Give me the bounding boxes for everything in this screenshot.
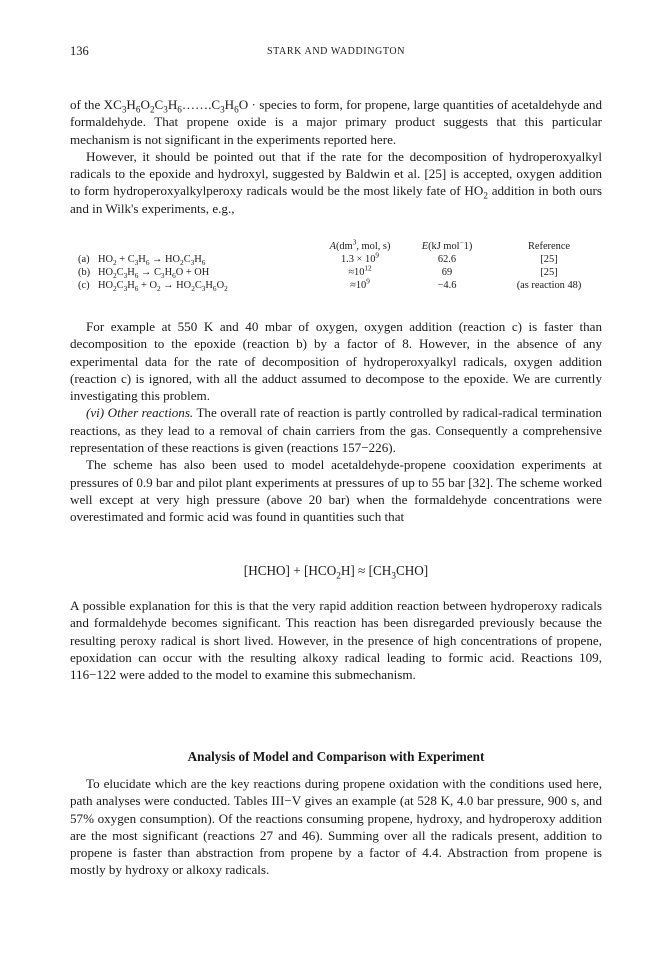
section-title: Analysis of Model and Comparison with Experiment [187, 749, 485, 764]
reaction-table-header [78, 240, 602, 253]
col-header-A: $A(dm^3$, mol, s) [329, 238, 391, 252]
reaction-row [78, 266, 602, 279]
text-block-1 [70, 96, 602, 217]
reaction-label: (b) [78, 267, 91, 278]
reaction-label: (a) [78, 254, 90, 265]
paragraph-other-reactions [70, 404, 602, 456]
reaction-ref: [25] [540, 267, 558, 278]
paragraph-baldwin: However, it should be pointed out that if the rate for the decomposition of hydroperoxyalkyl radicals to the epoxide and hydroxyl, suggested by Baldwin et al. [25] is accepted, oxygen addition to form hydroperoxyalkylperoxy radicals would be the most likely fate of $HO_2$ addition in both ours and in Wilk's experiments, e.g., [70, 148, 602, 216]
paragraph-continuation: of the $XC_3H_6O_2C_3H_6\dots\dots.C_3H_6O$ · species to form, for propene, large quantities of acetaldehyde and formaldehyde. That propene oxide is a major primary product suggests that this particular mechanism is not significant in the experiments reported here. [70, 97, 603, 147]
paragraph-text: The overall rate of reaction is partly controlled by radical-radical termination reactions, as they lead to a removal of chain carriers from the gas. Consequently a comprehensive representation of these reactions is given (reactions 157−226). [70, 405, 602, 456]
reaction-equation: $HO_2C_3H_6 + O_2 \to HO_2C_3H_6O_2$ [98, 280, 228, 294]
col-header-E: E(kJ mol−1) [421, 238, 473, 252]
paragraph-cooxidation: The scheme has also been used to model acetaldehyde-propene cooxidation experiments at pressures of 0.9 bar and pilot plant experiments at pressures of up to 55 bar [32]. The scheme worked well except at very high pressure (above 20 bar) when the formaldehyde concentrations were overestimated and formic acid was found in quantities such that [70, 457, 602, 525]
reaction-A: $\approx 10^9$ [350, 277, 370, 291]
reaction-E: 69 [441, 267, 453, 278]
subsection-heading: (vi) Other reactions. [86, 405, 194, 421]
page-number: 136 [70, 44, 89, 58]
reaction-equation: $HO_2C_3H_6 \to C_3H_6O$ + OH [98, 267, 210, 281]
reaction-table [78, 240, 602, 292]
reaction-A: $1.3 \times 10^9$ [340, 251, 380, 265]
reaction-A: $\approx 10^{12}$ [348, 264, 372, 278]
reaction-ref: [25] [540, 254, 558, 265]
paragraph-example: For example at 550 K and 40 mbar of oxygen, oxygen addition (reaction c) is faster than decomposition to the epoxide (reaction b) by a factor of 8. However, in the absence of any experimental data for the rate of decomposition of hydroperoxyalkyl radicals, oxygen addition (reaction c) is ignored, with all the adduct assumed to decompose to the epoxide. We are currently investigating this problem. [70, 319, 602, 404]
running-title: STARK AND WADDINGTON [266, 46, 406, 57]
reaction-row [78, 279, 602, 292]
text-block-4 [70, 775, 602, 879]
text-block-3 [70, 597, 602, 683]
reaction-label: (c) [78, 280, 90, 291]
reaction-equation: $HO_2 + C_3H_6 \to HO_2C_3H_6$ [98, 254, 206, 268]
reaction-E: −4.6 [437, 280, 457, 291]
paragraph-analysis: To elucidate which are the key reactions during propene oxidation with the conditions used here, path analyses were conducted. Tables III−V gives an example (at 528 K, 4.0 bar pressure, 900 s, and 57% oxygen consumption). Of the reactions consuming propene, hydroxy, and hydroperoxy addition are the most significant (reactions 27 and 46). Summing over all the radicals present, addition to propene is faster than abstraction from propene by a factor of 4.4. Abstraction from propene is mostly by hydroxy or alkoxy radicals. [70, 776, 602, 878]
reaction-row [78, 253, 602, 266]
reaction-E: 62.6 [437, 254, 457, 265]
text-block-2 [70, 318, 602, 526]
reaction-ref: (as reaction 48) [516, 280, 582, 291]
paragraph-explanation: A possible explanation for this is that the very rapid addition reaction between hydroperoxy radicals and formaldehyde becomes significant. This reaction has been disregarded previously because the resulting peroxy radical is short lived. However, in the presence of high concentrations of propene, epoxidation can occur with the resulting alkoxy radical leading to formic acid. Reactions 109, 116−122 were added to the model to examine this submechanism. [70, 598, 602, 683]
col-header-reference: Reference [527, 241, 571, 252]
equation: [HCHO] + $[HCO_2H] \approx [CH_3CHO]$ [243, 563, 429, 581]
